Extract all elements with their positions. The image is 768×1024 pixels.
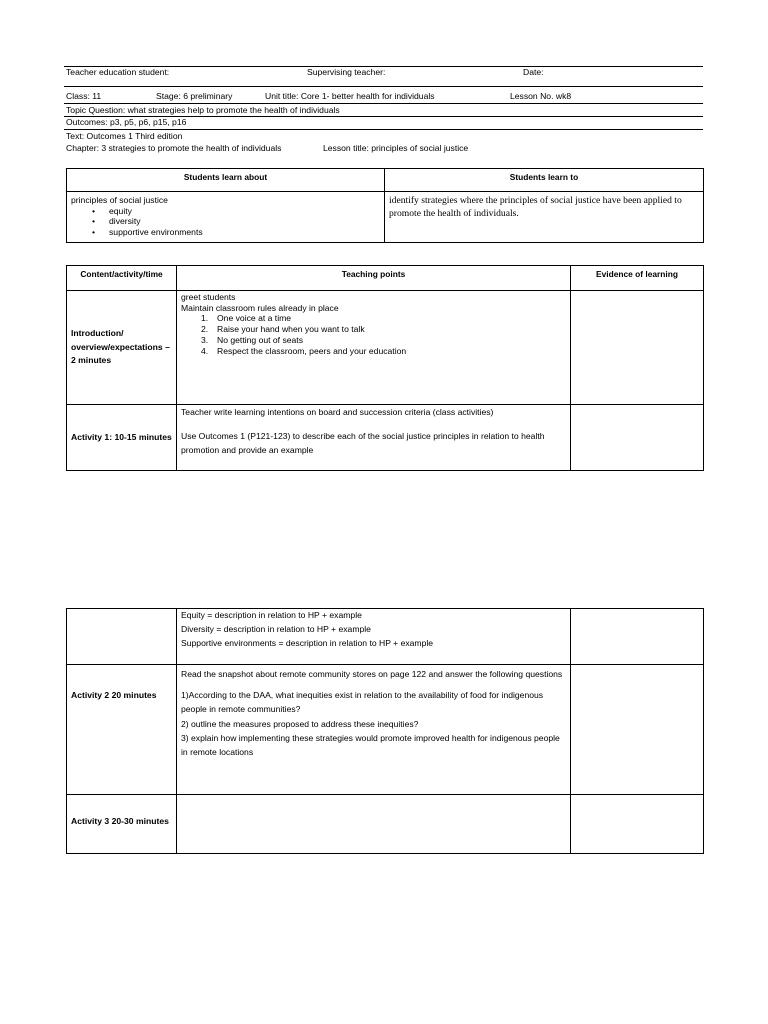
rule-item: 1. One voice at a time — [201, 313, 292, 324]
learn-to-header: Students learn to — [385, 169, 704, 192]
learn-about-cell — [67, 192, 385, 243]
activity2-question-3: 3) explain how implementing these strategies would promote improved health for indigenous people in remote locations — [181, 732, 560, 757]
teaching-points-header: Teaching points — [177, 266, 571, 291]
activity2-question-2: 2) outline the measures proposed to address these inequities? — [181, 718, 419, 729]
activity1-line-1: Teacher write learning intentions on board and succession criteria (class activities) — [181, 407, 494, 417]
intro-line-2: Maintain classroom rules already in place — [181, 302, 339, 313]
activity3-evidence-cell — [571, 795, 704, 854]
topic-question: Topic Question: what strategies help to promote the health of individuals — [66, 105, 340, 115]
activity2-question-1: 1)According to the DAA, what inequities exist in relation to the availability of food for indigenous people in remote communities? — [181, 690, 544, 715]
activity2-intro: Read the snapshot about remote community stores on page 122 and answer the following questions — [181, 669, 563, 679]
stage-label: Stage: 6 preliminary — [156, 91, 233, 101]
intro-label-cell — [67, 291, 177, 405]
header-rule-3 — [64, 103, 703, 104]
lesson-number: Lesson No. wk8 — [510, 91, 572, 101]
activity2-evidence-cell — [571, 665, 704, 795]
activity3-label: Activity 3 20-30 minutes — [71, 816, 169, 826]
learn-about-item: • diversity — [71, 216, 380, 227]
plan-table-continued — [66, 608, 704, 854]
header-rule-5 — [64, 129, 703, 130]
chapter: Chapter: 3 strategies to promote the health of individuals — [66, 143, 282, 153]
outcomes: Outcomes: p3, p5, p6, p15, p16 — [66, 117, 187, 127]
continued-label-cell — [67, 609, 177, 665]
activity2-teaching-cell — [177, 665, 571, 795]
activity1-label: Activity 1: 10-15 minutes — [71, 431, 172, 442]
activity1-teaching-cell — [177, 405, 571, 471]
class-label: Class: 11 — [66, 91, 102, 101]
lesson-title: Lesson title: principles of social justice — [323, 143, 469, 153]
intro-line-1: greet students — [181, 292, 236, 302]
activity1-evidence-cell — [571, 405, 704, 471]
plan-table — [66, 265, 704, 471]
supervisor-label: Supervising teacher: — [307, 67, 386, 77]
continued-teaching-cell — [177, 609, 571, 665]
learn-about-title: principles of social justice — [71, 195, 168, 205]
student-label: Teacher education student: — [66, 67, 170, 77]
continued-evidence-cell — [571, 609, 704, 665]
learn-about-item: • supportive environments — [71, 227, 380, 238]
text-reference: Text: Outcomes 1 Third edition — [66, 131, 183, 141]
rule-item: 3. No getting out of seats — [201, 334, 303, 345]
activity3-label-cell — [67, 795, 177, 854]
diversity-line: Diversity = description in relation to HP + example — [181, 623, 371, 634]
intro-teaching-cell — [177, 291, 571, 405]
activity1-label-cell — [67, 405, 177, 471]
intro-label: Introduction/ overview/expectations – 2 minutes — [71, 327, 170, 366]
learn-about-header: Students learn about — [67, 169, 385, 192]
learn-about-item: • equity — [71, 206, 380, 217]
date-label: Date: — [523, 67, 544, 77]
rule-item: 4. Respect the classroom, peers and your education — [201, 345, 407, 356]
evidence-header: Evidence of learning — [571, 266, 704, 291]
activity2-label-cell — [67, 665, 177, 795]
equity-line: Equity = description in relation to HP + example — [181, 610, 362, 620]
activity1-line-2: Use Outcomes 1 (P121-123) to describe each of the social justice principles in relation to health promotion and provide an example — [181, 430, 545, 455]
learn-to-text: identify strategies where the principles of social justice have been applied to promote the health of individuals. — [389, 195, 682, 219]
unit-title: Unit title: Core 1- better health for individuals — [265, 91, 435, 101]
content-activity-header: Content/activity/time — [67, 266, 177, 291]
intro-evidence-cell — [571, 291, 704, 405]
supportive-line: Supportive environments = description in relation to HP + example — [181, 637, 434, 648]
activity3-teaching-cell — [177, 795, 571, 854]
rule-item: 2. Raise your hand when you want to talk — [201, 324, 365, 335]
learn-table — [66, 168, 704, 243]
learn-to-cell — [385, 192, 704, 243]
activity2-label: Activity 2 20 minutes — [71, 690, 157, 700]
header-rule-2 — [64, 86, 703, 87]
